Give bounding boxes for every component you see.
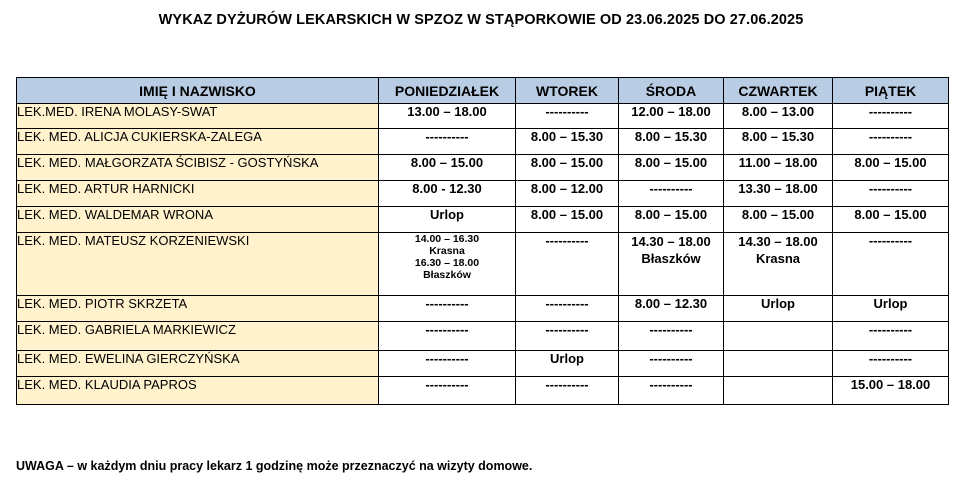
shift-tuesday: ---------- bbox=[516, 296, 619, 322]
shift-tuesday: ---------- bbox=[516, 104, 619, 129]
shift-monday: ---------- bbox=[379, 377, 516, 405]
shift-wednesday: ---------- bbox=[619, 181, 724, 207]
shift-thursday: 13.30 – 18.00 bbox=[724, 181, 833, 207]
table-row bbox=[17, 155, 949, 181]
shift-time: 14.30 – 18.00 bbox=[631, 234, 711, 249]
table-row bbox=[17, 129, 949, 155]
shift-monday bbox=[379, 233, 516, 296]
shift-friday: 15.00 – 18.00 bbox=[833, 377, 949, 405]
shift-thursday: 8.00 – 13.00 bbox=[724, 104, 833, 129]
shift-thursday bbox=[724, 322, 833, 351]
shift-time: 16.30 – 18.00 bbox=[414, 257, 480, 269]
shift-location: Błaszków bbox=[423, 269, 471, 281]
doctor-name: LEK.MED. IRENA MOLASY-SWAT bbox=[17, 104, 379, 129]
shift-tuesday: 8.00 – 15.00 bbox=[516, 155, 619, 181]
shift-friday: ---------- bbox=[833, 104, 949, 129]
shift-wednesday: 8.00 – 15.00 bbox=[619, 207, 724, 233]
shift-tuesday: 8.00 – 15.00 bbox=[516, 207, 619, 233]
shift-thursday bbox=[724, 377, 833, 405]
shift-wednesday: ---------- bbox=[619, 322, 724, 351]
shift-thursday: 8.00 – 15.00 bbox=[724, 207, 833, 233]
shift-thursday bbox=[724, 351, 833, 377]
shift-tuesday: 8.00 – 15.30 bbox=[516, 129, 619, 155]
shift-thursday: 11.00 – 18.00 bbox=[724, 155, 833, 181]
shift-location: Krasna bbox=[755, 251, 801, 266]
table-row bbox=[17, 322, 949, 351]
shift-tuesday: Urlop bbox=[516, 351, 619, 377]
header-friday: PIĄTEK bbox=[833, 78, 949, 104]
table-row bbox=[17, 233, 949, 296]
doctor-name: LEK. MED. PIOTR SKRZETA bbox=[17, 296, 379, 322]
shift-wednesday: 8.00 – 15.30 bbox=[619, 129, 724, 155]
doctor-name: LEK. MED. GABRIELA MARKIEWICZ bbox=[17, 322, 379, 351]
shift-tuesday: ---------- bbox=[516, 322, 619, 351]
duty-schedule-table bbox=[16, 77, 949, 405]
table-row bbox=[17, 104, 949, 129]
table-row bbox=[17, 207, 949, 233]
shift-time: 14.00 – 16.30 bbox=[414, 233, 480, 245]
shift-location: Błaszków bbox=[641, 251, 701, 266]
shift-wednesday: 8.00 – 15.00 bbox=[619, 155, 724, 181]
shift-thursday: 8.00 – 15.30 bbox=[724, 129, 833, 155]
header-wednesday: ŚRODA bbox=[619, 78, 724, 104]
header-row bbox=[17, 78, 949, 104]
shift-friday: ---------- bbox=[833, 233, 949, 296]
table-row bbox=[17, 296, 949, 322]
shift-monday: ---------- bbox=[379, 129, 516, 155]
shift-thursday bbox=[724, 233, 833, 296]
doctor-name: LEK. MED. ARTUR HARNICKI bbox=[17, 181, 379, 207]
shift-wednesday: 8.00 – 12.30 bbox=[619, 296, 724, 322]
doctor-name: LEK. MED. MAŁGORZATA ŚCIBISZ - GOSTYŃSKA bbox=[17, 155, 379, 181]
shift-friday: ---------- bbox=[833, 322, 949, 351]
shift-friday: ---------- bbox=[833, 351, 949, 377]
shift-thursday: Urlop bbox=[724, 296, 833, 322]
doctor-name: LEK. MED. ALICJA CUKIERSKA-ZALEGA bbox=[17, 129, 379, 155]
shift-wednesday bbox=[619, 233, 724, 296]
table-row bbox=[17, 377, 949, 405]
shift-friday: 8.00 – 15.00 bbox=[833, 207, 949, 233]
shift-friday: ---------- bbox=[833, 181, 949, 207]
page-title: WYKAZ DYŻURÓW LEKARSKICH W SPZOZ W STĄPORKOWIE OD 23.06.2025 DO 27.06.2025 bbox=[158, 12, 804, 28]
header-name: IMIĘ I NAZWISKO bbox=[17, 78, 379, 104]
shift-time: 14.30 – 18.00 bbox=[738, 234, 818, 249]
doctor-name: LEK. MED. MATEUSZ KORZENIEWSKI bbox=[17, 233, 379, 296]
shift-monday: 8.00 – 15.00 bbox=[379, 155, 516, 181]
shift-wednesday: ---------- bbox=[619, 377, 724, 405]
shift-monday: ---------- bbox=[379, 296, 516, 322]
shift-friday: ---------- bbox=[833, 129, 949, 155]
shift-monday: 8.00 - 12.30 bbox=[379, 181, 516, 207]
shift-monday: Urlop bbox=[379, 207, 516, 233]
doctor-name: LEK. MED. KLAUDIA PAPROS bbox=[17, 377, 379, 405]
shift-tuesday: ---------- bbox=[516, 377, 619, 405]
shift-tuesday: ---------- bbox=[516, 233, 619, 296]
note-text: UWAGA – w każdym dniu pracy lekarz 1 godzinę może przeznaczyć na wizyty domowe. bbox=[16, 459, 533, 473]
shift-monday: ---------- bbox=[379, 322, 516, 351]
shift-location: Krasna bbox=[429, 245, 465, 257]
shift-tuesday: 8.00 – 12.00 bbox=[516, 181, 619, 207]
shift-friday: 8.00 – 15.00 bbox=[833, 155, 949, 181]
table-row bbox=[17, 351, 949, 377]
header-monday: PONIEDZIAŁEK bbox=[379, 78, 516, 104]
header-thursday: CZWARTEK bbox=[724, 78, 833, 104]
shift-friday: Urlop bbox=[833, 296, 949, 322]
doctor-name: LEK. MED. EWELINA GIERCZYŃSKA bbox=[17, 351, 379, 377]
shift-monday: 13.00 – 18.00 bbox=[379, 104, 516, 129]
table-row bbox=[17, 181, 949, 207]
header-tuesday: WTOREK bbox=[516, 78, 619, 104]
shift-wednesday: 12.00 – 18.00 bbox=[619, 104, 724, 129]
shift-wednesday: ---------- bbox=[619, 351, 724, 377]
doctor-name: LEK. MED. WALDEMAR WRONA bbox=[17, 207, 379, 233]
shift-monday: ---------- bbox=[379, 351, 516, 377]
